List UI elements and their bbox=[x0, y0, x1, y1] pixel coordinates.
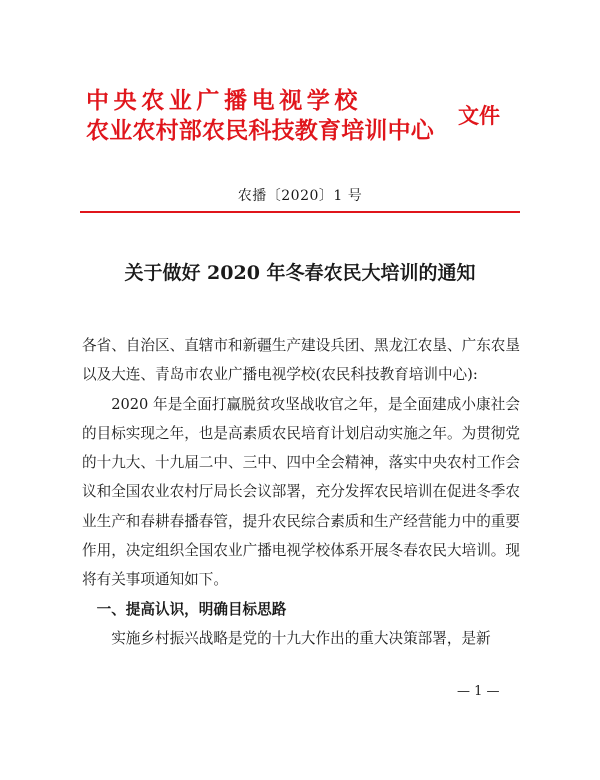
issuer-block bbox=[86, 86, 434, 146]
addressee-paragraph: 各省、自治区、直辖市和新疆生产建设兵团、黑龙江农垦、广东农垦以及大连、青岛市农业广播电视学校(农民科技教育培训中心): bbox=[82, 337, 520, 384]
issuer-line-2: 农业农村部农民科技教育培训中心 bbox=[86, 117, 434, 144]
page-number: — 1 — bbox=[457, 684, 500, 699]
body-paragraph-1: 2020 年是全面打赢脱贫攻坚战收官之年，是全面建成小康社会的目标实现之年，也是高素质农民培育计划启动实施之年。为贯彻党的十九大、十九届二中、三中、四中全会精神，落实中央农村工作会议和全国农业农村厅局长会议部署，充分发挥农民培训在促进冬季农业生产和春耕春播春管，提升农民综合素质和生产经营能力中的重要作用，决定组织全国农业广播电视学校体系开展冬春农民大培训。现将有关事项通知如下。 bbox=[82, 395, 520, 589]
document-body bbox=[82, 331, 520, 653]
document-header bbox=[86, 86, 526, 146]
section-1-heading: 一、提高认识，明确目标思路 bbox=[96, 600, 287, 618]
body-paragraph-2: 实施乡村振兴战略是党的十九大作出的重大决策部署，是新 bbox=[111, 629, 491, 647]
issuer-line-1: 中央农业广播电视学校 bbox=[86, 87, 362, 114]
red-divider-line bbox=[80, 211, 520, 213]
document-title: 关于做好 2020 年冬春农民大培训的通知 bbox=[124, 262, 476, 284]
document-type-label: 文件 bbox=[458, 103, 500, 128]
document-number: 农播〔2020〕1 号 bbox=[237, 188, 363, 204]
